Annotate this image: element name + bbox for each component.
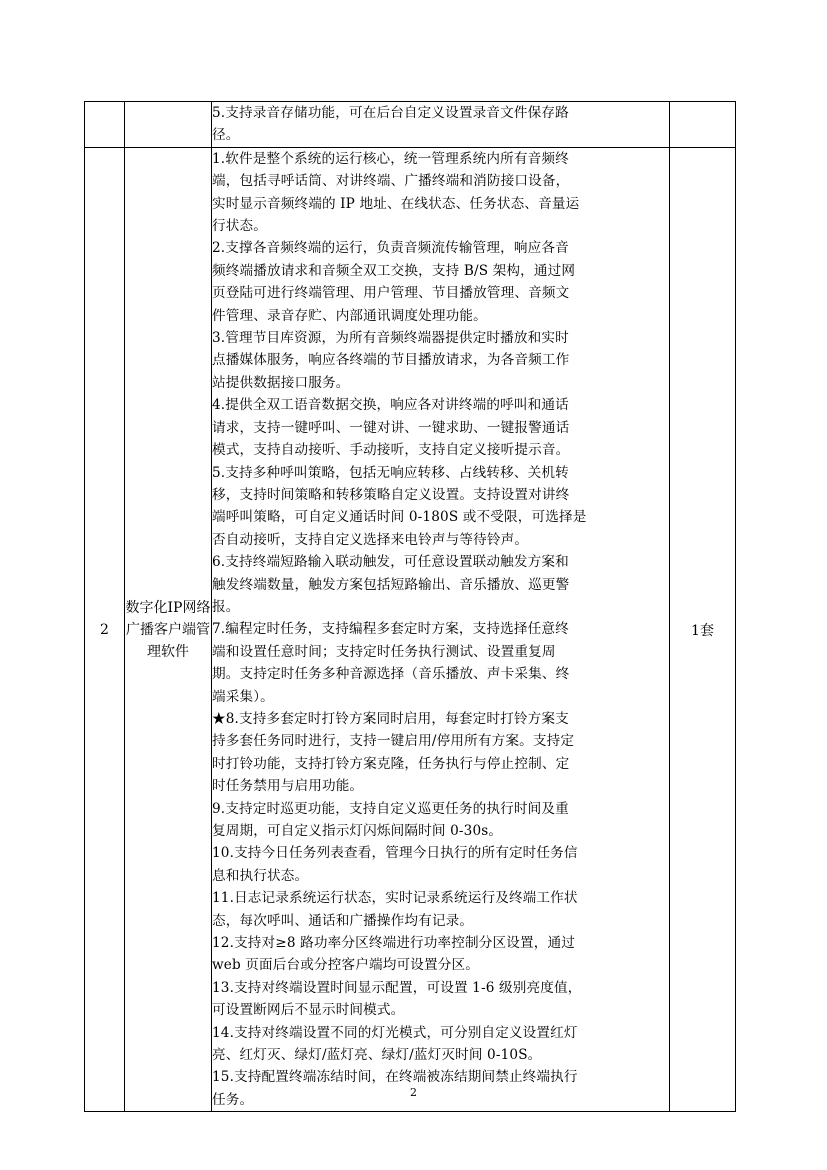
spec-line: 持多套任务同时进行，支持一键启用/停用所有方案。支持定: [212, 733, 575, 750]
spec-line: 复周期，可自定义指示灯闪烁间隔时间 0-30s。: [212, 823, 503, 839]
spec-line: 5.支持多种呼叫策略，包括无响应转移、占线转移、关机转: [212, 464, 569, 481]
spec-line: web 页面后台或分控客户端均可设置分区。: [212, 957, 479, 974]
spec-line: 时任务禁用与启用功能。: [212, 778, 364, 795]
spec-line: 3.管理节目库资源，为所有音频终端器提供定时播放和实时: [212, 330, 569, 347]
spec-line: 4.提供全双工语音数据交换，响应各对讲终端的呼叫和通话: [212, 397, 569, 414]
spec-line: 请求，支持一键呼叫、一键对讲、一键求助、一键报警通话: [212, 419, 570, 436]
row-number: 2: [85, 147, 125, 1111]
product-name: 数字化IP网络广播客户端管理软件: [125, 147, 212, 1111]
spec-line: 2.支撑各音频终端的运行，负责音频流传输管理，响应各音: [212, 240, 569, 257]
spec-line: 点播媒体服务，响应各终端的节目播放请求，为各音频工作: [212, 352, 570, 369]
spec-line: 报。: [212, 598, 240, 615]
spec-line: 端和设置任意时间；支持定时任务执行测试、设置重复周: [212, 643, 556, 660]
spec-line: 5.支持录音存储功能，可在后台自定义设置录音文件保存路: [212, 105, 569, 121]
product-name: [125, 102, 212, 148]
spec-line: 息和执行状态。: [212, 867, 309, 884]
spec-line: 触发终端数量，触发方案包括短路输出、音乐播放、巡更警: [212, 576, 570, 593]
spec-description: [212, 102, 670, 148]
spec-line: 件管理、录音存贮、内部通讯调度处理功能。: [212, 307, 487, 324]
spec-line: 12.支持对≥8 路功率分区终端进行功率控制分区设置，通过: [212, 935, 575, 952]
spec-line: 6.支持终端短路输入联动触发，可任意设置联动触发方案和: [212, 554, 569, 571]
row-number: [85, 102, 125, 148]
spec-line: 9.支持定时巡更功能，支持自定义巡更任务的执行时间及重: [212, 800, 569, 817]
spec-line: 11.日志记录系统运行状态，实时记录系统运行及终端工作状: [212, 890, 578, 907]
spec-line: 端，包括寻呼话筒、对讲终端、广播终端和消防接口设备，: [212, 173, 570, 190]
spec-line: 行状态。: [212, 218, 267, 235]
spec-line: 13.支持对终端设置时间显示配置，可设置 1-6 级别亮度值，: [212, 979, 582, 996]
spec-line: 可设置断网后不显示时间模式。: [212, 1002, 405, 1019]
table-row: [85, 102, 736, 148]
spec-table: [84, 101, 736, 1112]
quantity: 1套: [670, 147, 736, 1111]
spec-line: 任务。: [212, 1091, 254, 1108]
spec-line: 15.支持配置终端冻结时间，在终端被冻结期间禁止终端执行: [212, 1069, 578, 1086]
spec-line: 态，每次呼叫、通话和广播操作均有记录。: [212, 912, 474, 929]
spec-line: ★8.支持多套定时打铃方案同时启用，每套定时打铃方案支: [212, 710, 569, 727]
spec-line: 径。: [212, 127, 240, 144]
spec-line: 时打铃功能，支持打铃方案克隆，任务执行与停止控制、定: [212, 755, 570, 772]
spec-line: 14.支持对终端设置不同的灯光模式，可分别自定义设置红灯: [212, 1024, 578, 1041]
spec-description: [212, 147, 670, 1111]
spec-line: 站提供数据接口服务。: [212, 374, 350, 391]
spec-line: 移，支持时间策略和转移策略自定义设置。支持设置对讲终: [212, 486, 570, 503]
quantity: [670, 102, 736, 148]
spec-line: 期。支持定时任务多种音源选择（音乐播放、声卡采集、终: [212, 666, 570, 683]
spec-line: 页登陆可进行终端管理、用户管理、节目播放管理、音频文: [212, 285, 570, 302]
spec-line: 端呼叫策略，可自定义通话时间 0-180S 或不受限，可选择是: [212, 509, 587, 526]
spec-line: 1.软件是整个系统的运行核心，统一管理系统内所有音频终: [212, 150, 569, 167]
page-number: 2: [410, 1086, 417, 1099]
spec-line: 10.支持今日任务列表查看，管理今日执行的所有定时任务信: [212, 845, 578, 862]
table-row: [85, 147, 736, 1111]
spec-line: 7.编程定时任务，支持编程多套定时方案，支持选择任意终: [212, 621, 569, 638]
spec-line: 实时显示音频终端的 IP 地址、在线状态、任务状态、音量运: [212, 195, 580, 212]
spec-line: 亮、红灯灭、绿灯/蓝灯亮、绿灯/蓝灯灭时间 0-10S。: [212, 1047, 542, 1064]
spec-line: 端采集）。: [212, 688, 274, 705]
spec-line: 频终端播放请求和音频全双工交换，支持 B/S 架构，通过网: [212, 262, 576, 279]
spec-line: 模式，支持自动接听、手动接听，支持自定义接听提示音。: [212, 442, 570, 459]
spec-line: 否自动接听，支持自定义选择来电铃声与等待铃声。: [212, 531, 529, 548]
